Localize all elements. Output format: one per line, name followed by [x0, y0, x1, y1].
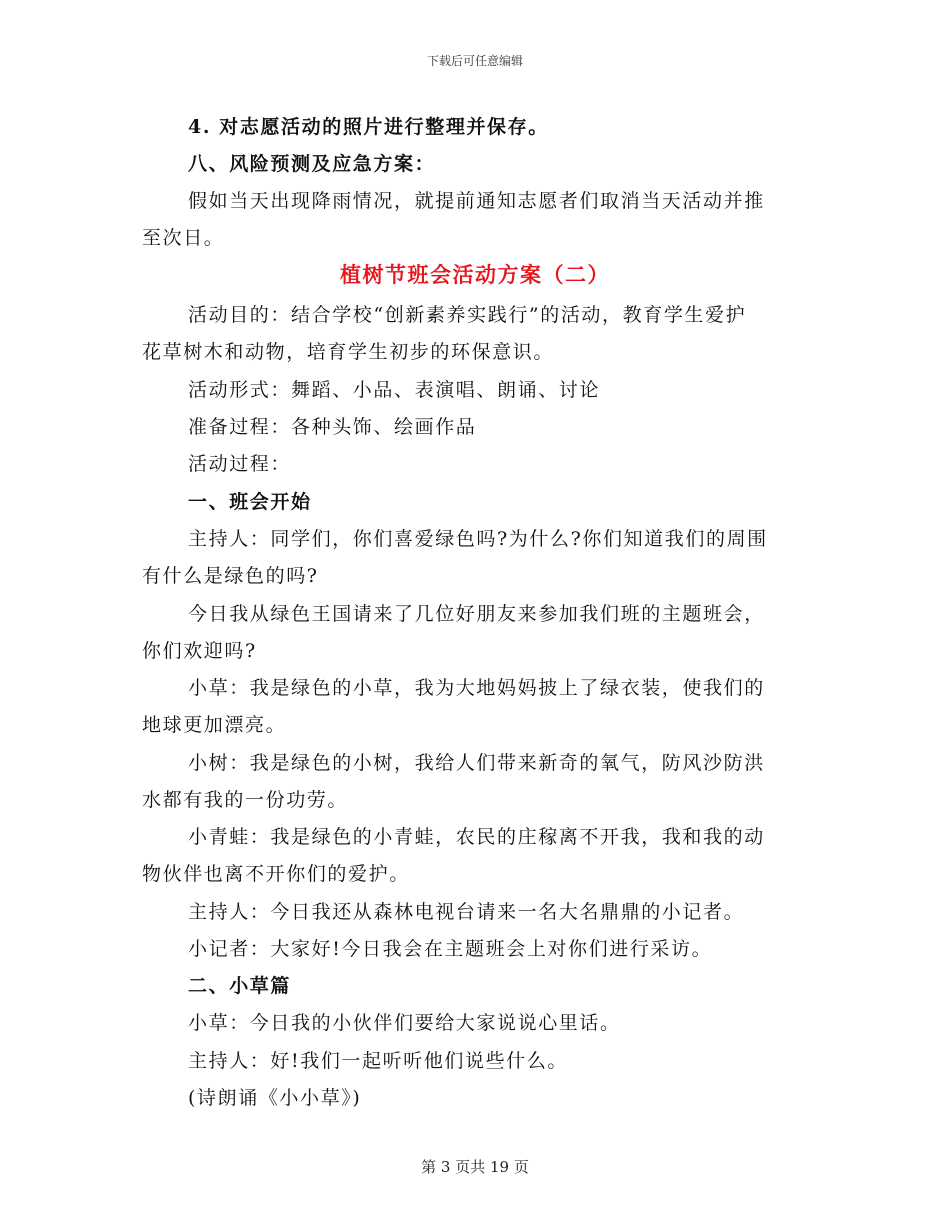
section-heading-risk: 八、风险预测及应急方案：	[188, 153, 436, 175]
paragraph-line: 小树：我是绿色的小树，我给人们带来新奇的氧气，防风沙防洪	[188, 752, 765, 774]
paragraph-line: 小草：我是绿色的小草，我为大地妈妈披上了绿衣装，使我们的	[188, 677, 765, 699]
paragraph-line: 今日我从绿色王国请来了几位好朋友来参加我们班的主题班会，	[188, 603, 765, 625]
paragraph-line: 主持人：同学们，你们喜爱绿色吗?为什么?你们知道我们的周围	[188, 528, 768, 550]
paragraph-line: 物伙伴也离不开你们的爱护。	[142, 863, 410, 885]
paragraph-line: 活动过程：	[188, 453, 292, 475]
page-header: 下载后可任意编辑	[426, 54, 523, 68]
paragraph-line: 准备过程：各种头饰、绘画作品	[188, 416, 477, 438]
list-item-4: 4. 对志愿活动的照片进行整理并保存。	[188, 116, 549, 138]
paragraph-line: 有什么是绿色的吗?	[142, 565, 319, 587]
paragraph-line: 主持人：今日我还从森林电视台请来一名大名鼎鼎的小记者。	[188, 901, 745, 923]
paragraph-line: 假如当天出现降雨情况，就提前通知志愿者们取消当天活动并推	[188, 190, 765, 212]
paragraph-line: 水都有我的一份功劳。	[142, 789, 349, 811]
paragraph-line: 主持人：好!我们一起听听他们说些什么。	[188, 1050, 569, 1072]
paragraph-line: 你们欢迎吗?	[142, 640, 257, 662]
paragraph-line: 活动形式：舞蹈、小品、表演唱、朗诵、讨论	[188, 379, 601, 401]
paragraph-line: 花草树木和动物，培育学生初步的环保意识。	[142, 341, 555, 363]
paragraph-line: 活动目的：结合学校“创新素养实践行”的活动，教育学生爱护	[188, 304, 747, 326]
document-title: 植树节班会活动方案（二）	[340, 262, 610, 287]
paragraph-line: 地球更加漂亮。	[142, 714, 287, 736]
paragraph-line: 小青蛙：我是绿色的小青蛙，农民的庄稼离不开我，我和我的动	[188, 826, 765, 848]
paragraph-line: 小记者：大家好!今日我会在主题班会上对你们进行采访。	[188, 938, 713, 960]
section-heading-start: 一、班会开始	[188, 491, 312, 513]
paragraph-line: (诗朗诵《小小草》)	[188, 1087, 362, 1109]
paragraph-line: 小草：今日我的小伙伴们要给大家说说心里话。	[188, 1012, 621, 1034]
paragraph-line: 至次日。	[142, 227, 225, 249]
section-heading-grass: 二、小草篇	[188, 975, 292, 997]
page-footer: 第 3 页共 19 页	[421, 1158, 529, 1176]
